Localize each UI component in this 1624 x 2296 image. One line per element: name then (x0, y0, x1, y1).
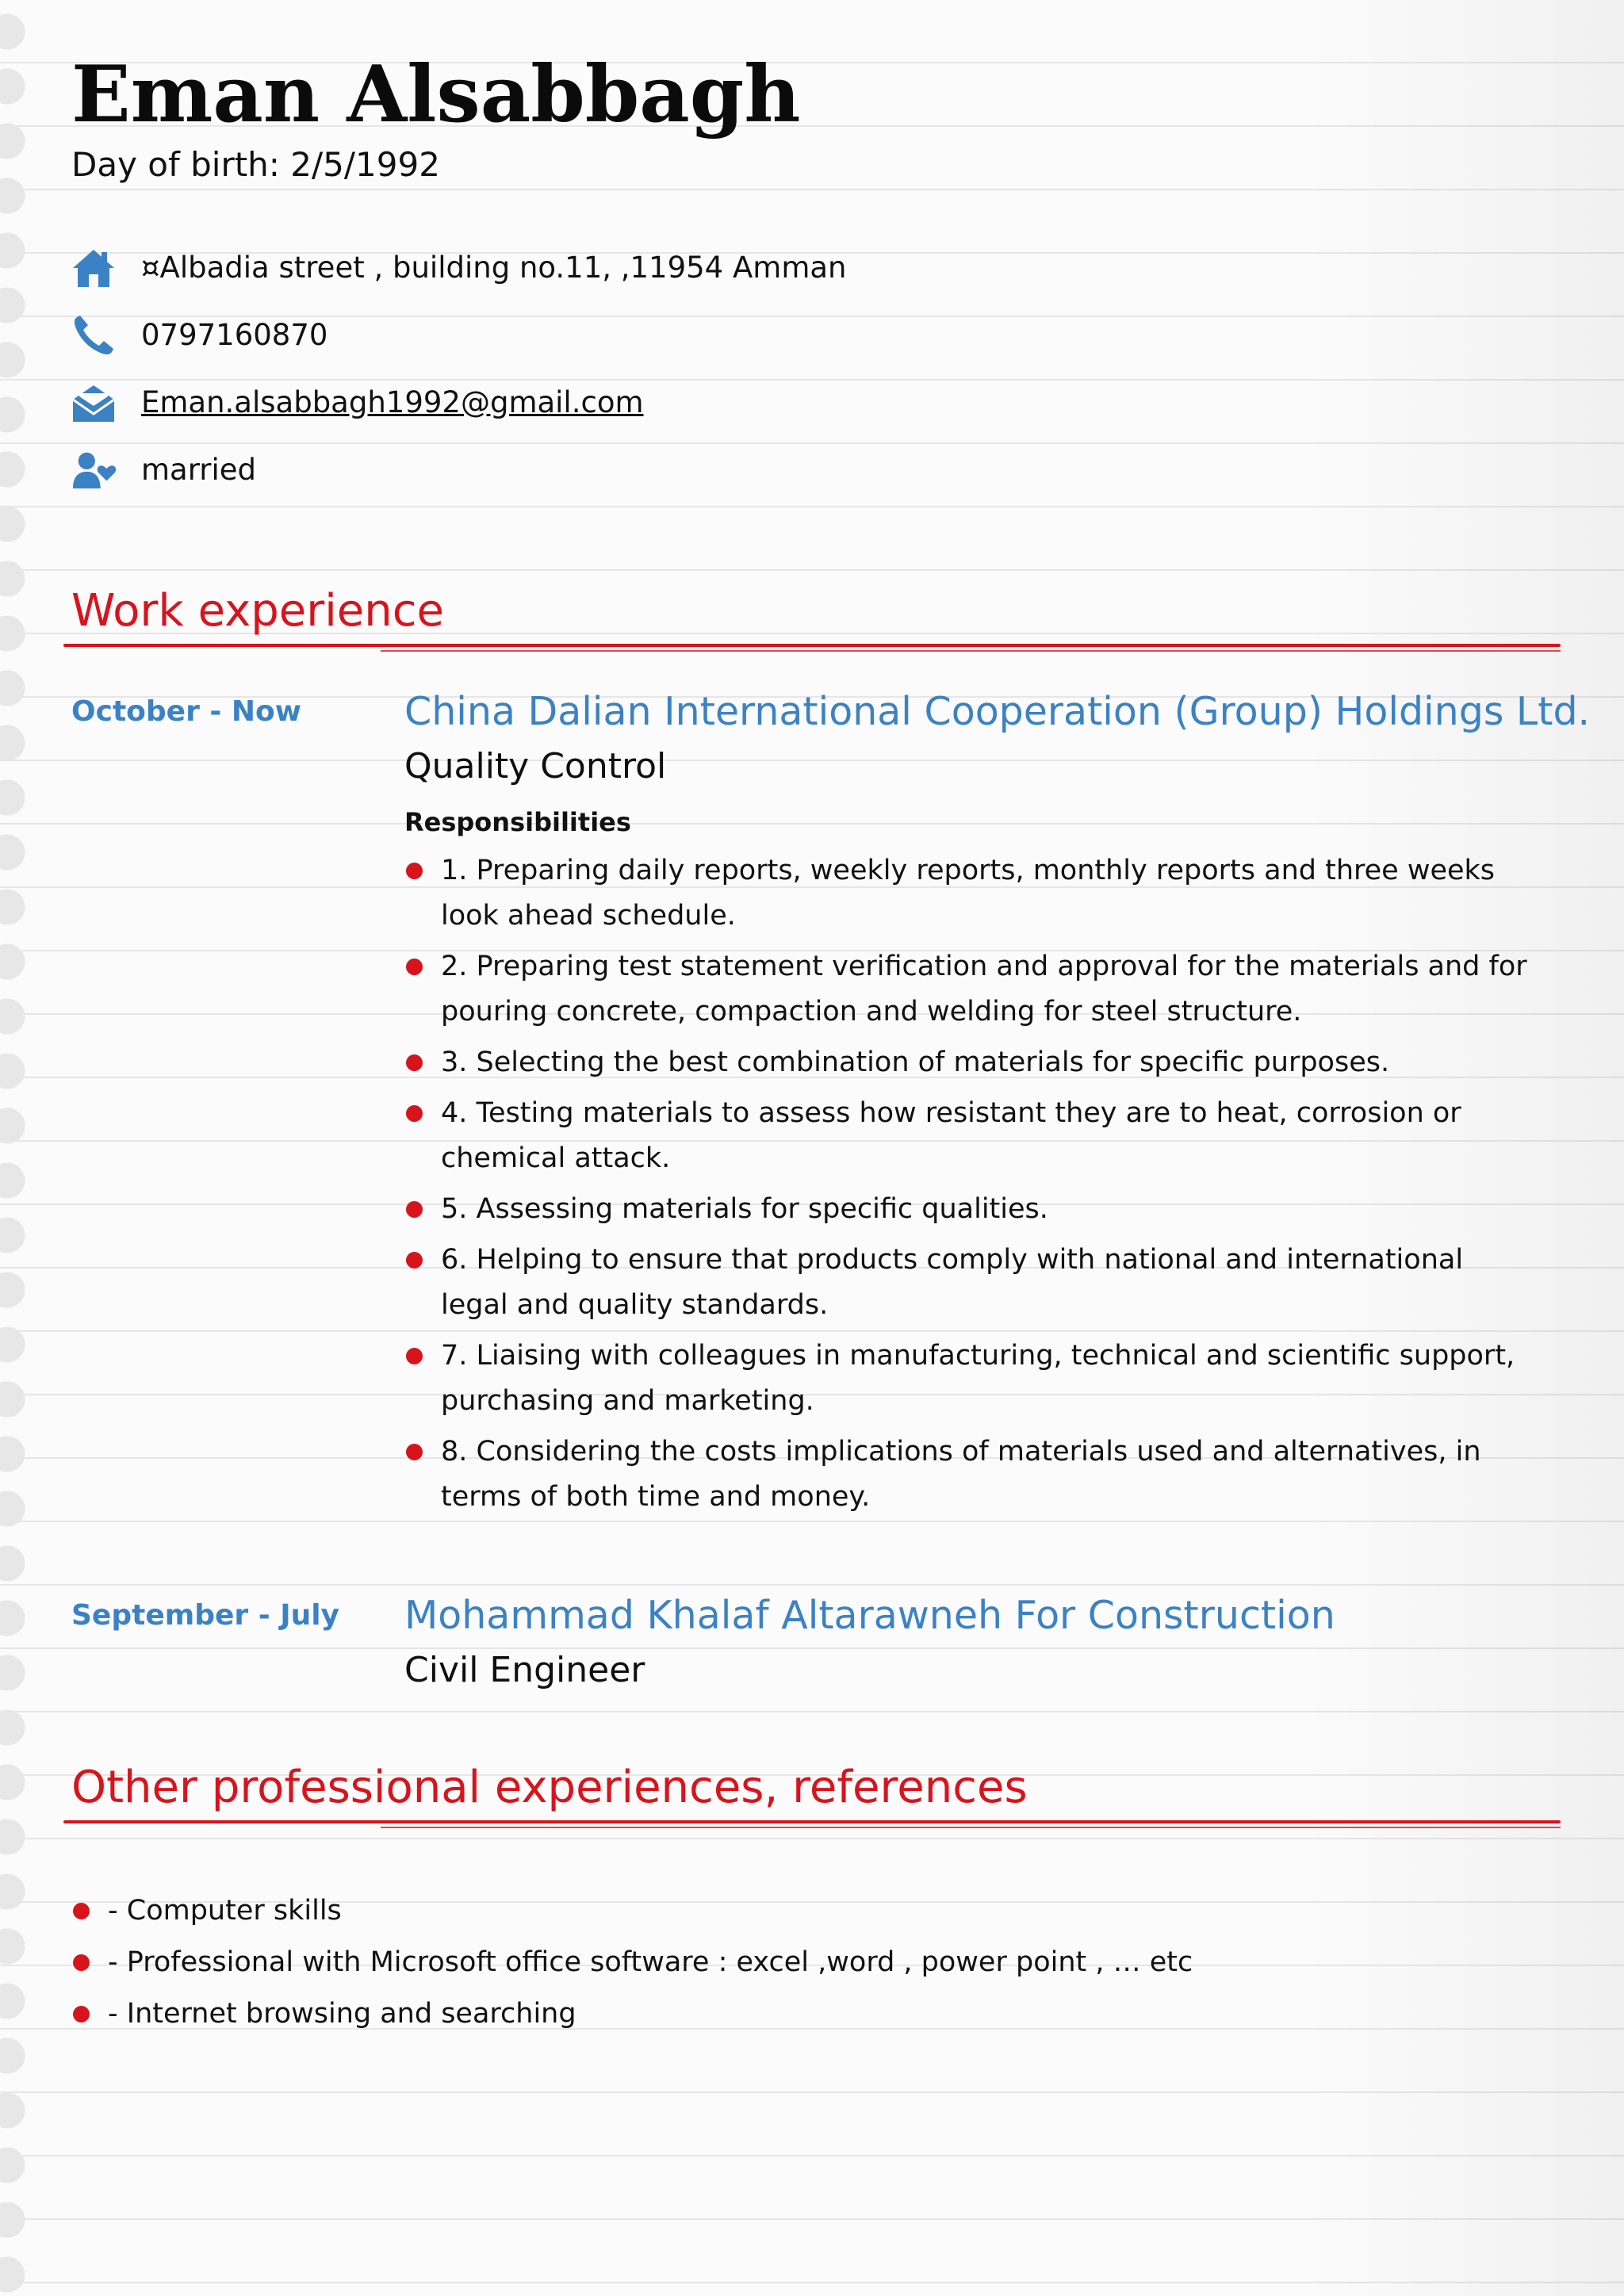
bullet-icon (73, 2006, 90, 2022)
phone-icon (71, 313, 116, 358)
responsibilities-label: Responsibilities (404, 807, 631, 837)
job-organization: China Dalian International Cooperation (Group) Holdings Ltd. (404, 689, 1591, 734)
date-of-birth: Day of birth: 2/5/1992 (71, 145, 440, 184)
bullet-icon (73, 1903, 90, 1919)
list-item: 5. Assessing materials for specific qualities. (404, 1187, 1530, 1232)
list-item: 6. Helping to ensure that products comply with national and international legal and quality standards. (404, 1238, 1530, 1328)
section-divider (63, 644, 1561, 655)
job-organization: Mohammad Khalaf Altarawneh For Construction (404, 1593, 1335, 1638)
bullet-icon (406, 1201, 423, 1218)
job-role: Quality Control (404, 746, 667, 786)
email-link[interactable]: Eman.alsabbagh1992@gmail.com (141, 385, 644, 419)
section-title-other: Other professional experiences, references (71, 1762, 1028, 1813)
list-item: - Professional with Microsoft office software : excel ,word , power point , … etc (71, 1940, 1340, 1985)
contact-phone-row (71, 312, 327, 359)
bullet-icon (406, 1054, 423, 1071)
bullet-icon (406, 959, 423, 975)
envelope-icon (71, 381, 116, 425)
bullet-icon (406, 1444, 423, 1460)
bullet-icon (406, 863, 423, 879)
marital-status-text: married (141, 453, 257, 487)
list-item: 8. Considering the costs implications of materials used and alternatives, in terms of both time and money. (404, 1429, 1530, 1520)
bullet-icon (406, 1105, 423, 1122)
list-item: 7. Liaising with colleagues in manufacturing, technical and scientific support, purchasing and marketing. (404, 1334, 1530, 1424)
list-item: - Computer skills (71, 1888, 1340, 1934)
other-experiences-list (71, 1888, 1340, 2043)
bullet-icon (406, 1252, 423, 1269)
responsibilities-list (404, 848, 1530, 1525)
section-divider (63, 1820, 1561, 1831)
address-text: ¤Albadia street , building no.11, ,11954 Amman (141, 251, 847, 285)
home-icon (71, 246, 116, 290)
list-item: 1. Preparing daily reports, weekly reports, monthly reports and three weeks look ahead schedule. (404, 848, 1530, 939)
list-item: 4. Testing materials to assess how resistant they are to heat, corrosion or chemical attack. (404, 1091, 1530, 1181)
job-dates: October - Now (71, 695, 301, 728)
bullet-icon (406, 1348, 423, 1364)
bullet-icon (73, 1954, 90, 1971)
list-item: 2. Preparing test statement verification and approval for the materials and for pouring concrete, compaction and welding for steel structure. (404, 944, 1530, 1035)
list-item: 3. Selecting the best combination of materials for specific purposes. (404, 1040, 1530, 1085)
job-role: Civil Engineer (404, 1650, 645, 1690)
phone-text: 0797160870 (141, 318, 328, 352)
contact-marital-row (71, 446, 256, 494)
section-title-work: Work experience (71, 585, 444, 637)
candidate-name: Eman Alsabbagh (71, 49, 801, 140)
user-heart-icon (71, 448, 116, 492)
job-dates: September - July (71, 1599, 340, 1632)
contact-address-row (71, 244, 847, 292)
list-item: - Internet browsing and searching (71, 1992, 1340, 2037)
contact-email-row (71, 379, 644, 427)
